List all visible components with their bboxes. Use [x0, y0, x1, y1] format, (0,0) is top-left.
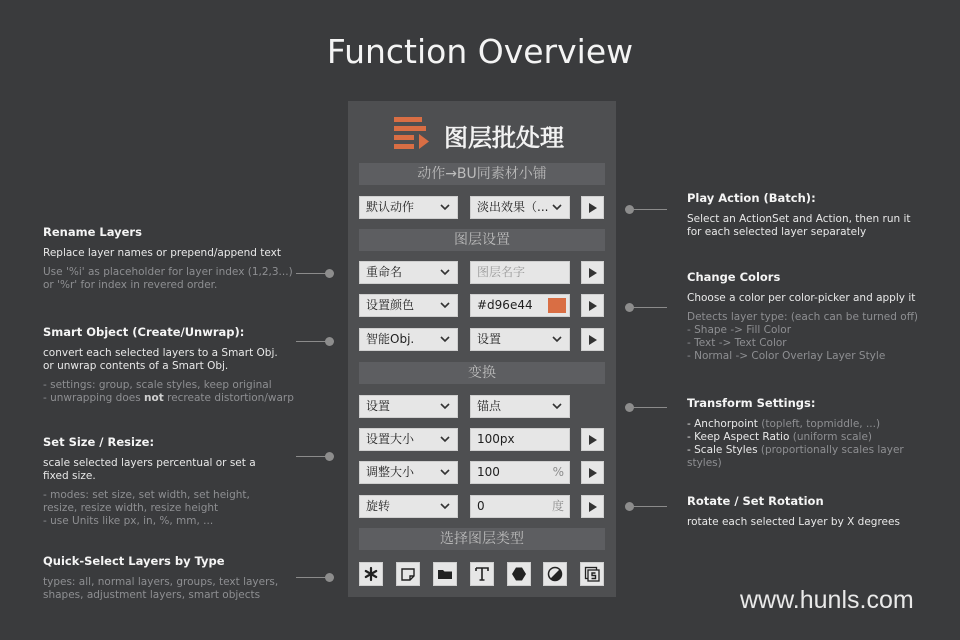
rename-desc: Replace layer names or prepend/append text: [43, 247, 282, 259]
page-title: Function Overview: [326, 32, 634, 71]
rename-annotation: [43, 226, 303, 292]
rename-title: Rename Layers: [43, 225, 142, 239]
play-desc-1: Select an ActionSet and Action, then run it: [687, 213, 911, 225]
rename-run-button[interactable]: [581, 261, 604, 284]
shapes-icon: [511, 566, 527, 582]
chevron-down-icon: [439, 466, 451, 478]
rotate-value-input[interactable]: 0 度: [470, 495, 570, 518]
chevron-down-icon: [551, 400, 563, 412]
play-title: Play Action (Batch):: [687, 191, 816, 205]
smart-note-2: - unwrapping does not recreate distortion/warp: [43, 392, 294, 404]
chevron-down-icon: [439, 433, 451, 445]
chevron-down-icon: [439, 201, 451, 213]
play-icon: [589, 502, 597, 512]
select-shapes-button[interactable]: [507, 562, 531, 586]
connector-dot: [325, 573, 334, 582]
panel-title: 图层批处理: [444, 124, 564, 152]
transform-line-2: - Keep Aspect Ratio (uniform scale): [687, 431, 873, 443]
rotate-unit-label: 度: [551, 499, 564, 513]
resize-run-button[interactable]: [581, 461, 604, 484]
select-smart-objects-button[interactable]: [580, 562, 604, 586]
chevron-down-icon: [439, 333, 451, 345]
all-layers-icon: [363, 566, 379, 582]
smart-object-mode-select[interactable]: 智能Obj.: [359, 328, 458, 351]
connector-line: [630, 407, 667, 408]
play-icon: [589, 203, 597, 213]
colors-note-2: - Shape -> Fill Color: [687, 324, 792, 336]
smart-desc-1: convert each selected layers to a Smart Obj.: [43, 347, 278, 359]
size-note-2: resize, resize width, resize height: [43, 502, 219, 514]
select-text-layers-button[interactable]: [470, 562, 494, 586]
resize-mode-select[interactable]: 调整大小: [359, 461, 458, 484]
connector-line: [296, 273, 328, 274]
chevron-down-icon: [551, 201, 563, 213]
play-icon: [589, 335, 597, 345]
smart-object-settings-select[interactable]: 设置: [470, 328, 570, 351]
select-groups-button[interactable]: [433, 562, 457, 586]
groups-icon: [437, 566, 453, 582]
section-select-type: 选择图层类型: [359, 528, 605, 550]
connector-line: [296, 577, 328, 578]
chevron-down-icon: [439, 500, 451, 512]
connector-line: [296, 456, 328, 457]
rotate-mode-select[interactable]: 旋转: [359, 495, 458, 518]
transform-line-1: - Anchorpoint (topleft, topmiddle, ...): [687, 418, 881, 430]
colors-note-1: Detects layer type: (each can be turned off): [687, 311, 919, 323]
footer-url: www.hunls.com: [740, 586, 914, 614]
size-note-3: - use Units like px, in, %, mm, ...: [43, 515, 214, 527]
panel-logo-icon: [394, 117, 430, 149]
play-icon: [589, 435, 597, 445]
play-desc-2: for each selected layer separately: [687, 226, 867, 238]
connector-line: [630, 209, 667, 210]
section-transform: 变换: [359, 362, 605, 384]
select-adjustment-layers-button[interactable]: [543, 562, 567, 586]
rename-note-2: or '%r' for index in revered order.: [43, 279, 218, 291]
quick-note-2: shapes, adjustment layers, smart objects: [43, 589, 261, 601]
rename-mode-select[interactable]: 重命名: [359, 261, 458, 284]
play-icon: [589, 468, 597, 478]
resize-value-input[interactable]: 100 %: [470, 461, 570, 484]
quick-title: Quick-Select Layers by Type: [43, 554, 225, 568]
connector-line: [296, 341, 328, 342]
size-value-input[interactable]: 100px: [470, 428, 570, 451]
color-swatch[interactable]: [548, 298, 566, 313]
play-action-annotation: [687, 192, 937, 239]
quick-note-1: types: all, normal layers, groups, text layers,: [43, 576, 279, 588]
action-select[interactable]: 淡出效果（...: [470, 196, 570, 219]
transform-title: Transform Settings:: [687, 396, 816, 410]
smart-object-annotation: [43, 326, 303, 405]
connector-dot: [325, 452, 334, 461]
transform-mode-select[interactable]: 设置: [359, 395, 458, 418]
size-note-1: - modes: set size, set width, set height,: [43, 489, 250, 501]
size-mode-select[interactable]: 设置大小: [359, 428, 458, 451]
select-all-layers-button[interactable]: [359, 562, 383, 586]
size-annotation: [43, 436, 303, 528]
adjustment-layers-icon: [547, 566, 563, 582]
colors-desc: Choose a color per color-picker and apply it: [687, 292, 916, 304]
change-colors-annotation: [687, 271, 937, 363]
color-run-button[interactable]: [581, 294, 604, 317]
rotate-title: Rotate / Set Rotation: [687, 494, 824, 508]
connector-dot: [325, 269, 334, 278]
action-set-select[interactable]: 默认动作: [359, 196, 458, 219]
smart-title: Smart Object (Create/Unwrap):: [43, 325, 245, 339]
resize-unit-label: %: [552, 465, 564, 479]
rotate-desc: rotate each selected Layer by X degrees: [687, 516, 900, 528]
colors-title: Change Colors: [687, 270, 781, 284]
color-mode-select[interactable]: 设置颜色: [359, 294, 458, 317]
smart-note-1: - settings: group, scale styles, keep original: [43, 379, 272, 391]
select-normal-layers-button[interactable]: [396, 562, 420, 586]
batch-layer-panel: [348, 101, 616, 597]
size-desc-1: scale selected layers percentual or set a: [43, 457, 256, 469]
size-title: Set Size / Resize:: [43, 435, 155, 449]
layer-name-input[interactable]: 图层名字: [470, 261, 570, 284]
anchor-point-select[interactable]: 锚点: [470, 395, 570, 418]
section-actions: 动作→BU同素材小铺: [359, 163, 605, 185]
text-layers-icon: [474, 566, 490, 582]
size-desc-2: fixed size.: [43, 470, 96, 482]
connector-dot: [325, 337, 334, 346]
connector-line: [630, 506, 667, 507]
size-run-button[interactable]: [581, 428, 604, 451]
rename-note-1: Use '%i' as placeholder for layer index (1,2,3...): [43, 266, 293, 278]
section-layer-settings: 图层设置: [359, 229, 605, 251]
play-icon: [589, 268, 597, 278]
quick-select-annotation: [43, 555, 303, 602]
colors-note-4: - Normal -> Color Overlay Layer Style: [687, 350, 886, 362]
chevron-down-icon: [439, 400, 451, 412]
connector-line: [630, 307, 667, 308]
rotate-run-button[interactable]: [581, 495, 604, 518]
colors-note-3: - Text -> Text Color: [687, 337, 787, 349]
chevron-down-icon: [551, 333, 563, 345]
chevron-down-icon: [439, 266, 451, 278]
smart-objects-icon: [584, 566, 600, 582]
normal-layers-icon: [400, 566, 416, 582]
play-action-button[interactable]: [581, 196, 604, 219]
transform-annotation: [687, 397, 937, 470]
smart-desc-2: or unwrap contents of a Smart Obj.: [43, 360, 229, 372]
color-value-input[interactable]: #d96e44: [470, 294, 570, 317]
play-icon: [589, 301, 597, 311]
transform-line-3: - Scale Styles (proportionally scales layer styles): [687, 444, 904, 469]
smart-object-run-button[interactable]: [581, 328, 604, 351]
chevron-down-icon: [439, 299, 451, 311]
rotate-annotation: [687, 495, 937, 529]
